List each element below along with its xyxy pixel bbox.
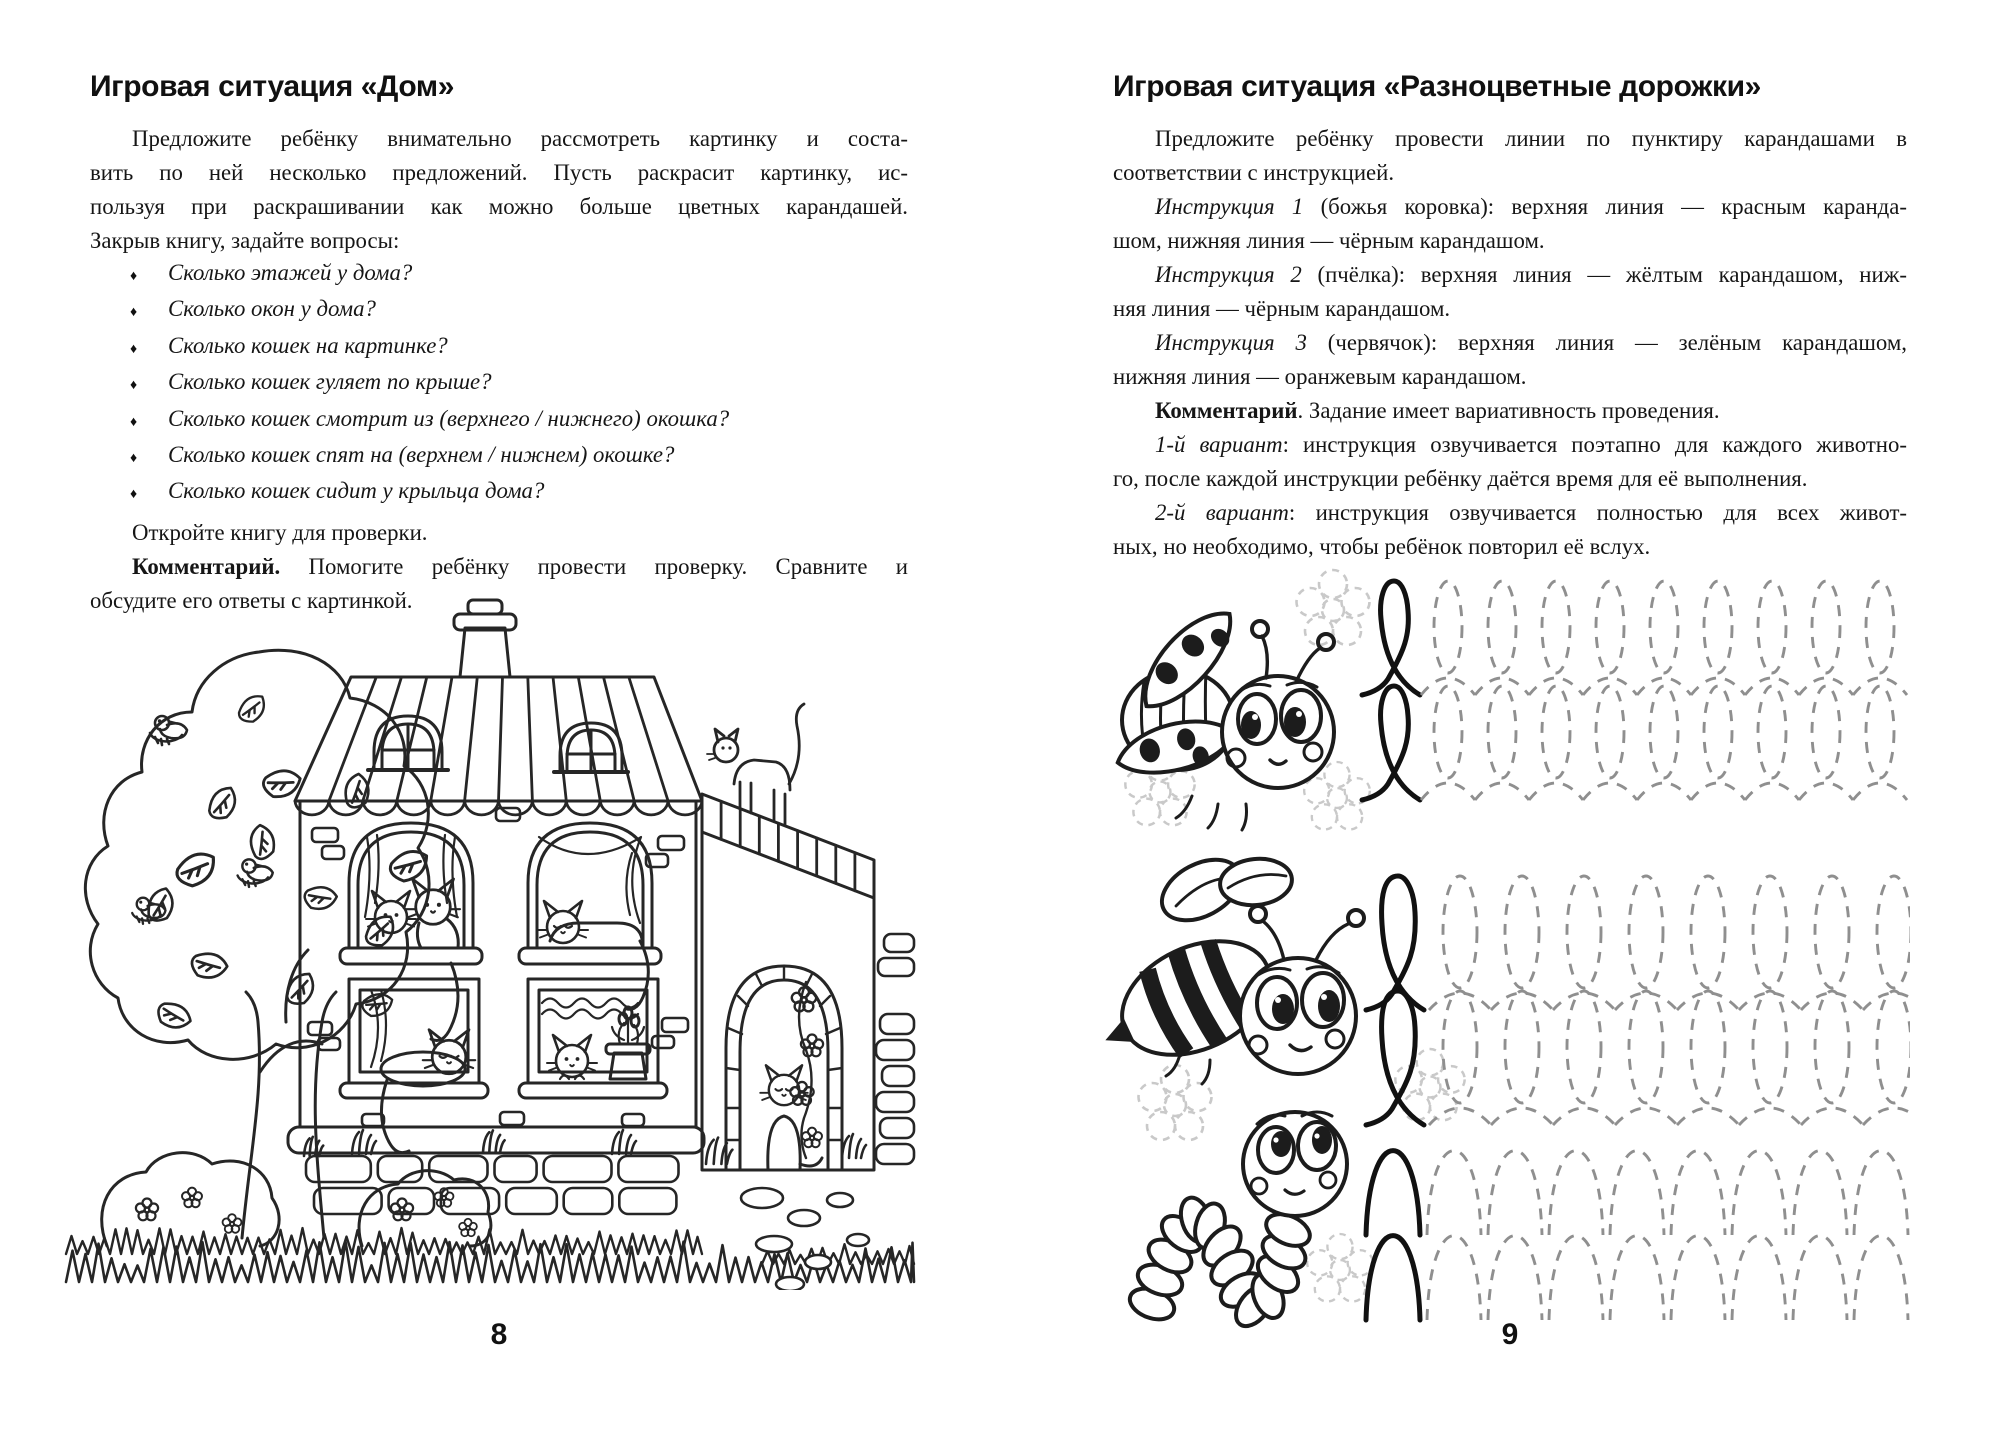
instruction-label: Инструкция 1 <box>1155 194 1304 219</box>
variant-label: 2-й вариант <box>1155 500 1289 525</box>
instruction-2 <box>1113 258 1907 326</box>
text-line: Откройте книгу для проверки. <box>132 519 428 545</box>
text-line <box>1113 428 1907 462</box>
bush-flower-icon <box>223 1214 242 1233</box>
comment-label: Комментарий. <box>132 553 281 579</box>
instruction-3 <box>1113 326 1907 394</box>
arched-window-upper-right <box>519 823 661 1009</box>
curtain <box>371 990 386 1067</box>
bush-flower-icon <box>459 1219 477 1236</box>
tracing-exercise-illustration <box>1100 552 1910 1332</box>
cat-in-window <box>366 891 416 933</box>
chimney <box>460 628 510 677</box>
text-line <box>1113 258 1907 292</box>
worm-illustration <box>1126 1112 1347 1332</box>
foundation-stones <box>306 1156 679 1214</box>
curtain-valance <box>542 999 638 1008</box>
annex <box>702 794 914 1170</box>
text-line: нижняя линия — оранжевым карандашом. <box>1113 364 1527 389</box>
bush-flower-icon <box>391 1199 413 1221</box>
question-item <box>130 296 908 332</box>
diamond-bullet-icon: ♦ <box>130 414 138 430</box>
text-line: пользуя при раскрашивании как можно больше цветных карандашей. <box>90 194 908 219</box>
text-run: . Задание имеет вариативность проведения. <box>1297 398 1720 423</box>
text-line <box>1113 190 1907 224</box>
tracing-loop-row <box>1366 876 1910 1010</box>
right-text-block <box>1113 122 1907 564</box>
question-item <box>130 369 908 405</box>
house <box>288 600 704 1153</box>
instruction-1 <box>1113 190 1907 258</box>
garden-wall-stones <box>876 934 914 1164</box>
cat-in-window <box>406 879 460 924</box>
tree <box>85 650 429 1238</box>
question-item <box>130 406 908 442</box>
tracing-wave-row <box>1366 1151 1908 1235</box>
grass <box>66 1228 914 1282</box>
text-line <box>90 550 908 584</box>
diamond-bullet-icon: ♦ <box>130 487 138 503</box>
bee-illustration <box>1100 847 1364 1086</box>
dotted-flower-icon <box>1307 1234 1373 1302</box>
annex-roof <box>702 794 874 898</box>
arch-stones <box>726 966 842 1140</box>
question-item <box>130 478 908 514</box>
dotted-flower-icon <box>1139 1065 1212 1140</box>
instruction-label: Инструкция 2 <box>1155 262 1302 287</box>
question-text: Сколько кошек на картинке? <box>168 332 448 358</box>
variant-label: 1-й вариант <box>1155 432 1283 457</box>
text-line: шом, нижняя линия — чёрным карандашом. <box>1113 228 1545 253</box>
text-run: : инструкция озвучивается поэтапно для каждого животно- <box>1282 432 1907 457</box>
text-line: го, после каждой инструкции ребёнку даётся время для её выполнения. <box>1113 466 1808 491</box>
question-text: Сколько кошек гуляет по крыше? <box>168 369 492 395</box>
curtain <box>365 835 457 917</box>
text-run: Помогите ребёнку провести проверку. Сравните и <box>280 553 908 579</box>
page-number: 8 <box>490 1318 508 1351</box>
text-line: Закрыв книгу, задайте вопросы: <box>90 228 400 253</box>
text-run: (пчёлка): верхняя линия — жёлтым карандашом, ниж- <box>1301 262 1907 287</box>
text-line: вить по ней несколько предложений. Пусть раскрасит картинку, ис- <box>90 160 908 185</box>
tracing-svg <box>1100 552 1910 1332</box>
bird-icon <box>238 859 273 887</box>
tracing-wave-row <box>1366 1236 1908 1320</box>
cat-tail <box>431 963 458 1041</box>
bird-icon <box>150 716 187 745</box>
page-number: 9 <box>1501 1318 1519 1351</box>
variant-1 <box>1113 428 1907 496</box>
page-right <box>1113 0 1907 1430</box>
diamond-bullet-icon: ♦ <box>130 305 138 321</box>
tracing-rows <box>1362 581 1910 1320</box>
arch-outer <box>726 966 842 1170</box>
cat-tail <box>627 941 648 1009</box>
left-text-block <box>90 122 908 618</box>
text-line: обсудите его ответы с картинкой. <box>90 587 413 613</box>
vine-flower-icon <box>802 1128 822 1148</box>
text-line <box>1113 326 1907 360</box>
diamond-bullet-icon: ♦ <box>130 450 138 466</box>
page-title: Игровая ситуация «Дом» <box>90 70 454 103</box>
question-text: Сколько кошек спят на (верхнем / нижнем) окошке? <box>168 441 675 467</box>
text-line: няя линия — чёрным карандашом. <box>1113 296 1451 321</box>
tracing-loop-row <box>1362 686 1907 800</box>
text-line: соответствии с инструкцией. <box>1113 160 1395 185</box>
tracing-loop-row <box>1366 991 1910 1125</box>
text-run: (божья коровка): верхняя линия — красным каранда- <box>1303 194 1907 219</box>
cat-tail <box>381 1080 409 1153</box>
text-line <box>1113 394 1907 428</box>
question-item <box>130 333 908 369</box>
grass-tufts <box>304 1130 866 1164</box>
text-line: Предложите ребёнку внимательно рассмотреть картинку и соста- <box>132 126 908 151</box>
diamond-bullet-icon: ♦ <box>130 269 138 284</box>
tracing-loop-row <box>1362 581 1907 695</box>
instruction-label: Инструкция 3 <box>1155 330 1307 355</box>
text-line: ных, но необходимо, чтобы ребёнок повторил её вслух. <box>1113 534 1651 559</box>
dotted-flower-icon <box>1297 570 1370 645</box>
question-item <box>130 260 908 296</box>
questions-list <box>90 260 908 515</box>
house-scene-svg <box>62 598 918 1290</box>
bush-flower-icon <box>182 1188 202 1208</box>
comment-paragraph <box>1113 394 1907 428</box>
question-item <box>130 442 908 478</box>
house-coloring-illustration <box>62 598 918 1290</box>
comment-label: Комментарий <box>1155 398 1298 423</box>
diamond-bullet-icon: ♦ <box>130 341 138 357</box>
intro-paragraph <box>90 122 908 258</box>
question-text: Сколько кошек смотрит из (верхнего / нижнего) окошка? <box>168 405 730 431</box>
bush-flower-icon <box>136 1199 158 1221</box>
text-run: : инструкция озвучивается полностью для всех живот- <box>1288 500 1907 525</box>
text-run: (червячок): верхняя линия — зелёным карандашом, <box>1306 330 1907 355</box>
flower-pot <box>610 1053 646 1079</box>
window-lower-right <box>519 979 667 1098</box>
page-left <box>90 0 908 1430</box>
text-line: Предложите ребёнку провести линии по пунктиру карандашами в <box>1155 126 1907 151</box>
tree-trunk <box>242 992 259 1238</box>
diamond-bullet-icon: ♦ <box>130 378 138 394</box>
question-text: Сколько кошек сидит у крыльца дома? <box>168 478 545 504</box>
page-title: Игровая ситуация «Разноцветные дорожки» <box>1113 70 1761 103</box>
check-paragraph <box>90 516 908 550</box>
text-line <box>1113 496 1907 530</box>
roof-stripes <box>329 677 668 801</box>
intro-paragraph <box>1113 122 1907 190</box>
question-text: Сколько этажей у дома? <box>168 260 413 285</box>
question-text: Сколько окон у дома? <box>168 296 376 322</box>
cat-tail <box>789 704 804 784</box>
